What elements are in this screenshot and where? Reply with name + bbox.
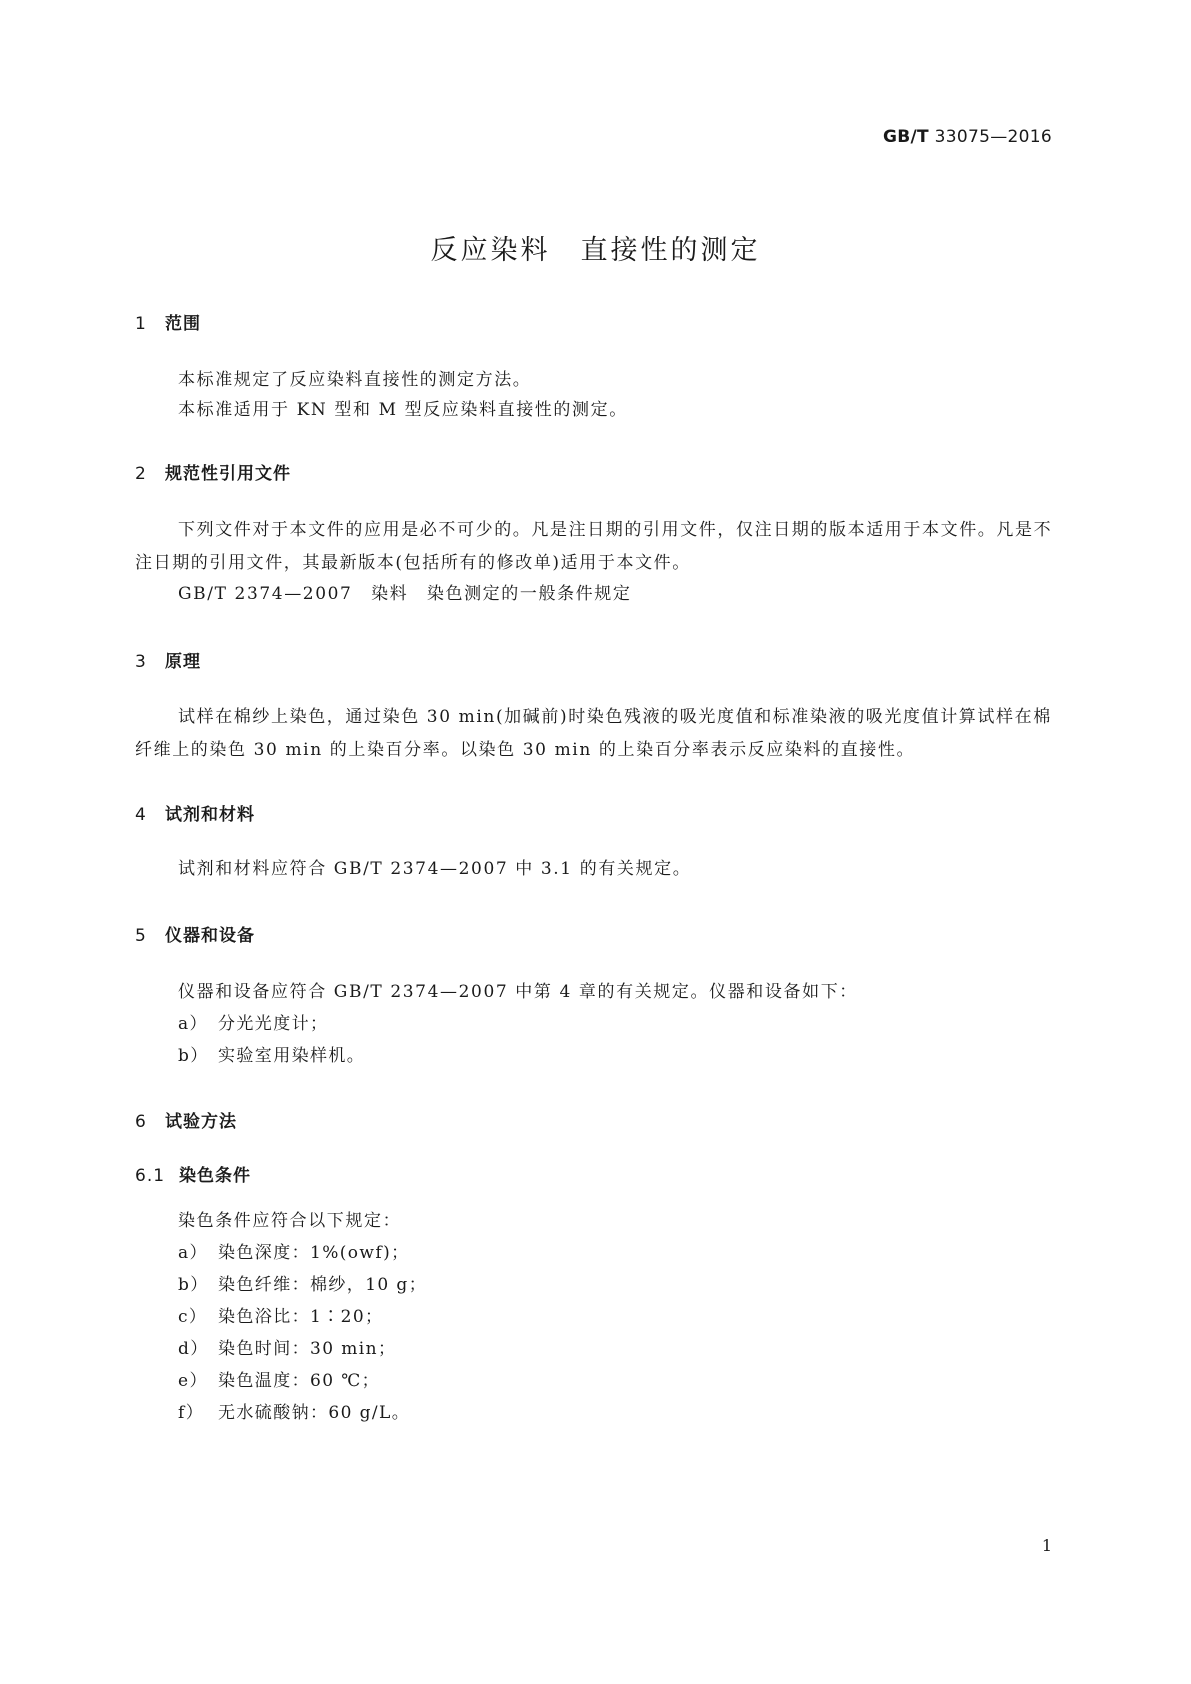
section-6-1-heading [135,1161,251,1186]
section-title: 仪器和设备 [165,926,255,946]
section-number: 3 [135,652,147,672]
list-item [178,1397,410,1430]
section-3-heading [135,647,201,672]
section-title: 规范性引用文件 [165,464,291,484]
list-text: 分光光度计； [218,1014,329,1034]
document-title: 反应染料 直接性的测定 [430,235,761,266]
list-marker: d） [178,1339,209,1359]
section-4-heading [135,800,255,825]
list-item [178,1269,427,1302]
section-title: 范围 [165,314,201,334]
page-number: 1 [1041,1536,1052,1555]
section-title: 试验方法 [165,1112,237,1132]
list-item [178,1237,410,1270]
section-3-paragraph-1: 试样在棉纱上染色，通过染色 30 min(加碱前)时染色残液的吸光度值和标准染液的吸光度值计算试样在棉纤维上的染色 30 min 的上染百分率。以染色 30 min 的上染百分率表示反应染料的直接性。 [135,707,1052,760]
section-2-heading [135,459,291,484]
list-marker: a） [178,1243,208,1263]
standard-number [800,127,1052,147]
section-title: 染色条件 [179,1166,251,1186]
list-marker: a） [178,1014,208,1034]
standard-code: 33075—2016 [934,127,1052,147]
section-number: 4 [135,805,147,825]
section-1-heading [135,309,201,334]
section-title: 原理 [165,652,201,672]
section-number: 5 [135,926,147,946]
section-number: 2 [135,464,147,484]
section-4-paragraph-1: 试剂和材料应符合 GB/T 2374—2007 中 3.1 的有关规定。 [178,859,692,879]
section-2-paragraph-1: 下列文件对于本文件的应用是必不可少的。凡是注日期的引用文件，仅注日期的版本适用于本文件。凡是不注日期的引用文件，其最新版本(包括所有的修改单)适用于本文件。 [135,520,1053,573]
normative-reference: GB/T 2374—2007 染料 染色测定的一般条件规定 [178,584,632,604]
section-number: 6.1 [135,1166,166,1186]
standard-prefix: GB/T [883,127,929,147]
list-item [178,1333,396,1366]
section-5-paragraph-1: 仪器和设备应符合 GB/T 2374—2007 中第 4 章的有关规定。仪器和设备如下： [178,982,858,1002]
list-item [178,1008,328,1041]
list-item [178,1301,383,1334]
section-6-1-paragraph-1: 染色条件应符合以下规定： [178,1211,402,1231]
list-text: 无水硫酸钠：60 g/L。 [218,1403,411,1423]
list-text: 染色深度：1%(owf)； [218,1243,410,1263]
section-1-paragraph-1: 本标准规定了反应染料直接性的测定方法。 [178,370,532,390]
section-6-heading [135,1107,237,1132]
section-number: 1 [135,314,147,334]
section-title: 试剂和材料 [165,805,255,825]
list-text: 实验室用染样机。 [218,1046,366,1066]
list-marker: c） [178,1307,208,1327]
list-marker: b） [178,1046,209,1066]
list-text: 染色浴比：1∶20； [218,1307,384,1327]
list-marker: f） [178,1403,205,1423]
list-item [178,1365,380,1398]
list-text: 染色时间：30 min； [218,1339,397,1359]
section-1-paragraph-2: 本标准适用于 KN 型和 M 型反应染料直接性的测定。 [178,400,628,420]
list-text: 染色温度：60 ℃； [218,1371,381,1391]
section-number: 6 [135,1112,147,1132]
list-item [178,1040,365,1073]
list-marker: e） [178,1371,208,1391]
list-marker: b） [178,1275,209,1295]
list-text: 染色纤维：棉纱，10 g； [218,1275,428,1295]
section-5-heading [135,921,255,946]
